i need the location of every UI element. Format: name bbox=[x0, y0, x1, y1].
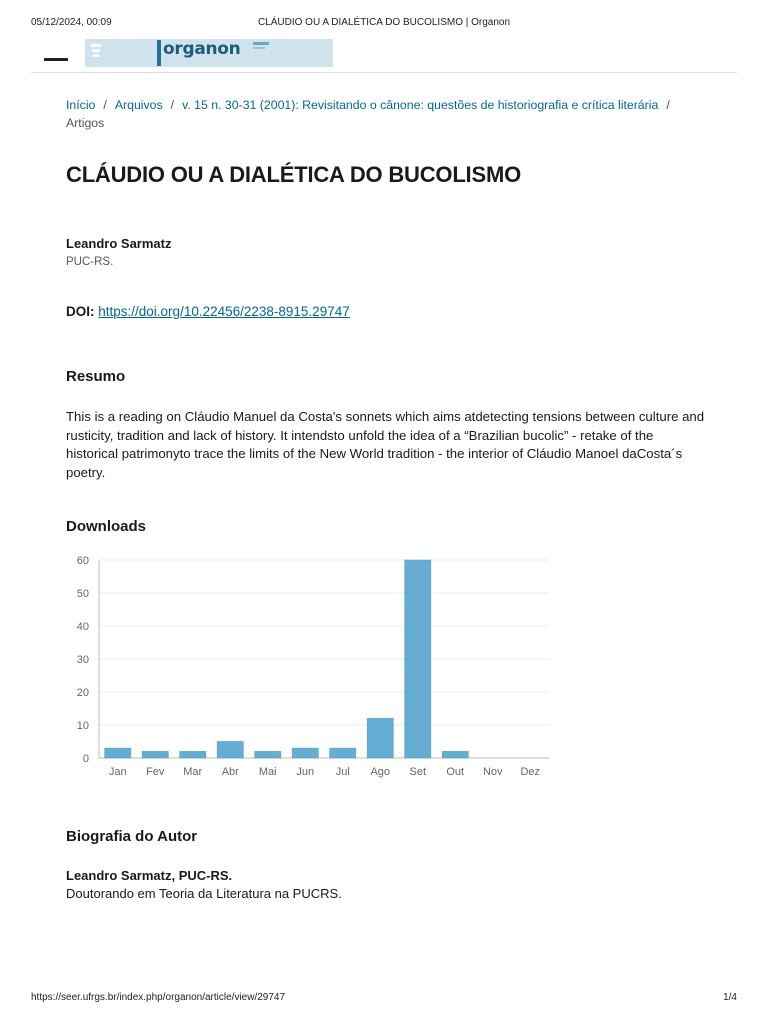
y-tick-label: 50 bbox=[76, 588, 89, 600]
chart-bar bbox=[180, 751, 206, 758]
x-tick-label: Set bbox=[409, 766, 427, 778]
author-bio-name: Leandro Sarmatz, PUC-RS. bbox=[66, 868, 233, 883]
chart-bar bbox=[442, 751, 468, 758]
y-tick-label: 30 bbox=[76, 654, 89, 666]
logo-tagline-line bbox=[253, 47, 265, 49]
chart-bar bbox=[367, 718, 393, 758]
print-page-number: 1/4 bbox=[723, 992, 737, 1003]
downloads-chart bbox=[66, 548, 552, 784]
breadcrumb-separator: / bbox=[170, 98, 175, 112]
breadcrumb bbox=[66, 96, 706, 132]
chart-bar bbox=[105, 748, 131, 758]
y-tick-label: 60 bbox=[76, 555, 89, 567]
y-tick-label: 10 bbox=[76, 720, 89, 732]
logo-wordmark: organon bbox=[163, 39, 241, 59]
chart-bar bbox=[330, 748, 356, 758]
author-bio-text: Doutorando em Teoria da Literatura na PUCRS. bbox=[66, 886, 342, 901]
chart-bar bbox=[217, 742, 243, 759]
site-header bbox=[31, 38, 737, 73]
downloads-heading: Downloads bbox=[66, 518, 147, 535]
abstract-heading: Resumo bbox=[66, 368, 126, 385]
y-tick-label: 40 bbox=[76, 621, 89, 633]
x-tick-label: Jul bbox=[335, 766, 350, 778]
breadcrumb-issue-link[interactable]: v. 15 n. 30-31 (2001): Revisitando o cânone: questões de historiografia e crítica literária bbox=[182, 98, 659, 112]
x-tick-label: Out bbox=[446, 766, 465, 778]
doi-line bbox=[66, 304, 350, 319]
downloads-chart-svg bbox=[66, 548, 552, 784]
breadcrumb-archives-link[interactable]: Arquivos bbox=[114, 98, 163, 112]
print-footer bbox=[31, 992, 737, 1006]
x-tick-label: Abr bbox=[221, 766, 239, 778]
doi-link[interactable]: https://doi.org/10.22456/2238-8915.29747 bbox=[98, 304, 350, 319]
print-url: https://seer.ufrgs.br/index.php/organon/article/view/29747 bbox=[31, 992, 286, 1003]
organon-logo[interactable] bbox=[85, 39, 333, 67]
logo-tagline-line bbox=[253, 42, 269, 45]
breadcrumb-home-link[interactable]: Início bbox=[66, 98, 96, 112]
print-header bbox=[31, 17, 737, 31]
print-datetime: 05/12/2024, 00:09 bbox=[31, 17, 112, 28]
x-tick-label: Jun bbox=[296, 766, 315, 778]
x-tick-label: Jan bbox=[108, 766, 127, 778]
breadcrumb-separator: / bbox=[103, 98, 107, 112]
x-tick-label: Nov bbox=[482, 766, 503, 778]
chart-bar bbox=[405, 560, 431, 758]
article-title: CLÁUDIO OU A DIALÉTICA DO BUCOLISMO bbox=[66, 162, 521, 187]
chart-bar bbox=[255, 751, 281, 758]
doi-label: DOI: bbox=[66, 304, 95, 319]
y-tick-label: 20 bbox=[76, 687, 89, 699]
chart-bar bbox=[142, 751, 168, 758]
hamburger-icon[interactable] bbox=[44, 58, 68, 61]
author-affiliation: PUC-RS. bbox=[66, 256, 114, 268]
x-tick-label: Ago bbox=[370, 766, 391, 778]
breadcrumb-current: Artigos bbox=[66, 116, 105, 130]
x-tick-label: Fev bbox=[146, 766, 165, 778]
author-name: Leandro Sarmatz bbox=[66, 236, 172, 251]
print-document-title: CLÁUDIO OU A DIALÉTICA DO BUCOLISMO | Organon bbox=[257, 17, 511, 28]
y-tick-label: 0 bbox=[82, 753, 89, 765]
x-tick-label: Mar bbox=[183, 766, 203, 778]
x-tick-label: Mai bbox=[258, 766, 277, 778]
logo-mark-icon bbox=[90, 42, 102, 62]
breadcrumb-separator: / bbox=[666, 98, 670, 112]
abstract-text: This is a reading on Cláudio Manuel da Costa's sonnets which aims atdetecting tensions between culture and rusticity, tradition and lack of history. It intendsto unfold the idea of a “Brazilian bucolic” - retake of the historical patrimonyto trace the limits of the New World tradition - the interior of Cláudio Manoel daCosta´s poetry. bbox=[66, 409, 705, 480]
chart-bar bbox=[292, 748, 318, 758]
x-tick-label: Dez bbox=[520, 766, 541, 778]
logo-bar bbox=[157, 40, 161, 66]
author-bio-heading: Biografia do Autor bbox=[66, 828, 198, 845]
